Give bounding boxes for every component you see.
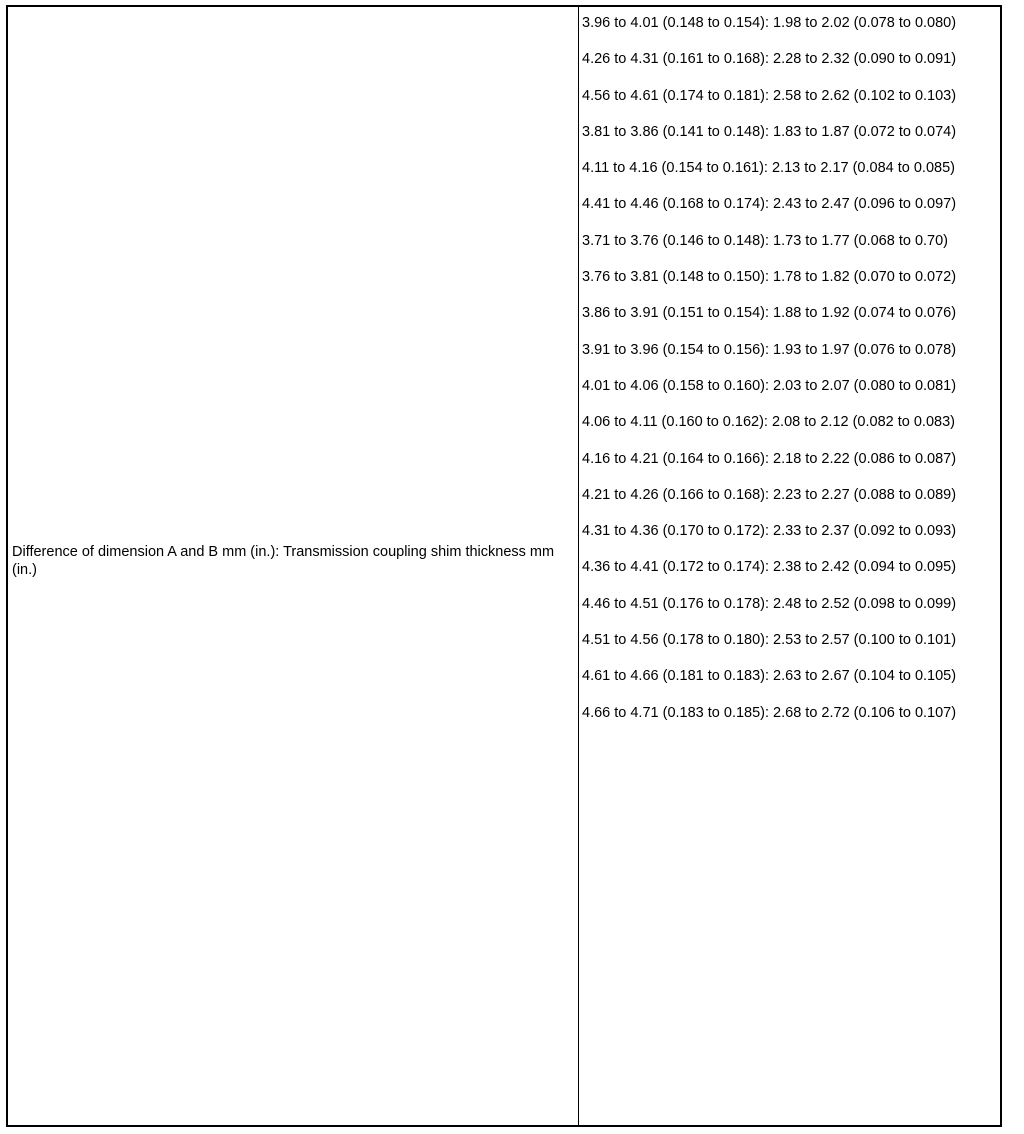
table-entry: 4.41 to 4.46 (0.168 to 0.174): 2.43 to 2.47 (0.096 to 0.097) (582, 196, 957, 213)
shim-thickness-table (6, 5, 1002, 1127)
table-entry: 3.81 to 3.86 (0.141 to 0.148): 1.83 to 1.87 (0.072 to 0.074) (582, 123, 957, 140)
table-entry: 3.86 to 3.91 (0.151 to 0.154): 1.88 to 1.92 (0.074 to 0.076) (582, 305, 957, 322)
table-entry: 4.61 to 4.66 (0.181 to 0.183): 2.63 to 2.67 (0.104 to 0.105) (582, 668, 957, 685)
table-entry: 4.06 to 4.11 (0.160 to 0.162): 2.08 to 2.12 (0.082 to 0.083) (582, 414, 955, 431)
table-label: Difference of dimension A and B mm (in.): Transmission coupling shim thickness mm (in.) (12, 544, 555, 578)
table-entry: 4.66 to 4.71 (0.183 to 0.185): 2.68 to 2.72 (0.106 to 0.107) (582, 704, 957, 721)
table-entry: 4.11 to 4.16 (0.154 to 0.161): 2.13 to 2.17 (0.084 to 0.085) (582, 160, 955, 177)
table-entry: 4.26 to 4.31 (0.161 to 0.168): 2.28 to 2.32 (0.090 to 0.091) (582, 51, 957, 68)
table-entry: 4.21 to 4.26 (0.166 to 0.168): 2.23 to 2.27 (0.088 to 0.089) (582, 486, 957, 503)
table-entry: 4.36 to 4.41 (0.172 to 0.174): 2.38 to 2.42 (0.094 to 0.095) (582, 559, 957, 576)
table-entry: 4.31 to 4.36 (0.170 to 0.172): 2.33 to 2.37 (0.092 to 0.093) (582, 523, 957, 540)
table-entry: 4.56 to 4.61 (0.174 to 0.181): 2.58 to 2.62 (0.102 to 0.103) (582, 87, 957, 104)
table-entry: 3.71 to 3.76 (0.146 to 0.148): 1.73 to 1.77 (0.068 to 0.70) (582, 232, 948, 249)
values-cell (579, 7, 1000, 1125)
table-entry: 4.46 to 4.51 (0.176 to 0.178): 2.48 to 2.52 (0.098 to 0.099) (582, 595, 957, 612)
table-entry: 3.96 to 4.01 (0.148 to 0.154): 1.98 to 2.02 (0.078 to 0.080) (582, 15, 957, 31)
table-entry: 4.51 to 4.56 (0.178 to 0.180): 2.53 to 2.57 (0.100 to 0.101) (582, 632, 957, 649)
table-entry: 3.76 to 3.81 (0.148 to 0.150): 1.78 to 1.82 (0.070 to 0.072) (582, 269, 957, 286)
table-entry: 4.01 to 4.06 (0.158 to 0.160): 2.03 to 2.07 (0.080 to 0.081) (582, 377, 957, 394)
label-cell (8, 7, 579, 1125)
table-entry: 3.91 to 3.96 (0.154 to 0.156): 1.93 to 1.97 (0.076 to 0.078) (582, 341, 957, 358)
table-entry: 4.16 to 4.21 (0.164 to 0.166): 2.18 to 2.22 (0.086 to 0.087) (582, 450, 957, 467)
